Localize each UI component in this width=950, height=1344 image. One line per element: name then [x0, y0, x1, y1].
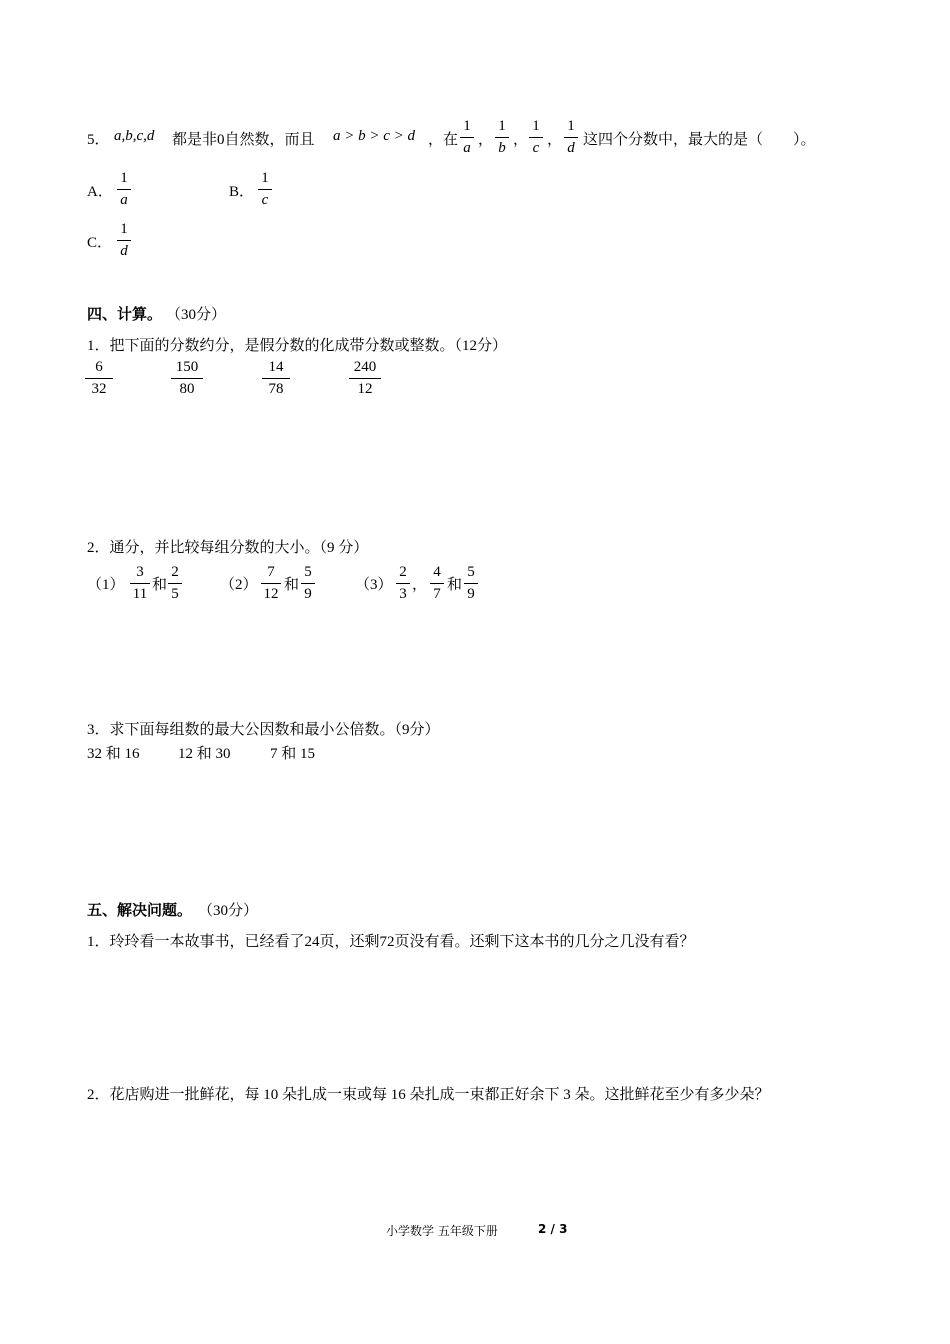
s5-q1-text: 1．玲玲看一本故事书，已经看了24页，还剩72页没有看。还剩下这本书的几分之几没有看？: [87, 934, 695, 950]
s4-q2-g2-fraction-b: [301, 565, 315, 602]
fraction-numerator: 5: [301, 565, 315, 584]
q5-text2: ，在: [428, 132, 459, 148]
fraction-denominator: 7: [433, 586, 441, 602]
footer-label: 小学数学 五年级下册: [386, 1224, 498, 1238]
fraction-denominator: a: [120, 192, 128, 208]
s4-q2-group-3-label: （3）: [355, 577, 393, 593]
fraction-numerator: 1: [495, 119, 509, 138]
option-b-fraction: [258, 171, 272, 208]
fraction-denominator: 32: [91, 381, 107, 397]
q5-number: 5．: [87, 132, 110, 148]
s4-q2-g1-and: 和: [152, 577, 168, 593]
fraction-denominator: a: [463, 140, 471, 156]
option-c-fraction: [117, 222, 131, 259]
fraction-denominator: 5: [171, 586, 179, 602]
option-a-label: A．: [87, 184, 113, 200]
fraction-numerator: 7: [261, 565, 281, 584]
fraction-denominator: d: [567, 140, 575, 156]
q5-vars: a,b,c,d: [114, 128, 155, 144]
fraction-denominator: d: [120, 243, 128, 259]
fraction-numerator: 240: [349, 360, 381, 379]
section-5-score: （30分）: [198, 903, 259, 919]
s5-q2-text: 2．花店购进一批鲜花，每 10 朵扎成一束或每 16 朵扎成一束都正好余下 3 朵。这批鲜花至少有多少朵？: [87, 1087, 770, 1103]
s4-q3-text: 3．求下面每组数的最大公因数和最小公倍数。（9分）: [87, 722, 440, 738]
fraction-denominator: 3: [399, 586, 407, 602]
q5-text1: 都是非0自然数，而且: [172, 132, 315, 148]
fraction-numerator: 1: [117, 171, 131, 190]
q5-fraction-1-over-a: [460, 119, 474, 156]
fraction-denominator: 12: [357, 381, 373, 397]
fraction-numerator: 150: [171, 360, 203, 379]
s4-q1-fraction-2: [171, 360, 203, 397]
s4-q3-pair-1: 32 和 16: [87, 746, 140, 762]
fraction-numerator: 2: [168, 565, 182, 584]
s4-q2-g3-fraction-c: [464, 565, 478, 602]
q5-text3: 这四个分数中，最大的是（ ）。: [583, 132, 816, 148]
s4-q2-g3-and: 和: [447, 577, 463, 593]
s4-q2-g2-fraction-a: [261, 565, 281, 602]
fraction-numerator: 1: [460, 119, 474, 138]
fraction-numerator: 1: [529, 119, 543, 138]
option-c-label: C．: [87, 235, 113, 251]
fraction-denominator: 9: [304, 586, 312, 602]
fraction-numerator: 4: [430, 565, 444, 584]
s4-q2-g3-fraction-a: [396, 565, 410, 602]
fraction-numerator: 6: [85, 360, 113, 379]
fraction-numerator: 14: [262, 360, 290, 379]
q5-fraction-1-over-b: [495, 119, 509, 156]
s4-q2-text: 2．通分，并比较每组分数的大小。（9 分）: [87, 540, 369, 556]
s4-q1-fraction-3: [262, 360, 290, 397]
s4-q2-g1-fraction-a: [130, 565, 150, 602]
fraction-denominator: c: [532, 140, 540, 156]
s4-q3-pair-3: 7 和 15: [270, 746, 316, 762]
s4-q2-g3-fraction-b: [430, 565, 444, 602]
q5-separator: ，: [513, 132, 529, 148]
fraction-denominator: 78: [268, 381, 284, 397]
fraction-numerator: 5: [464, 565, 478, 584]
s4-q1-fraction-4: [349, 360, 381, 397]
fraction-numerator: 3: [130, 565, 150, 584]
q5-separator: ，: [478, 132, 494, 148]
q5-separator: ，: [547, 132, 563, 148]
section-4-score: （30分）: [166, 307, 227, 323]
s4-q1-text: 1．把下面的分数约分，是假分数的化成带分数或整数。（12分）: [87, 338, 508, 354]
fraction-numerator: 1: [117, 222, 131, 241]
section-4-title: 四、计算。: [87, 307, 163, 323]
s4-q3-pair-2: 12 和 30: [178, 746, 231, 762]
q5-fraction-1-over-c: [529, 119, 543, 156]
option-b-label: B．: [229, 184, 255, 200]
fraction-numerator: 2: [396, 565, 410, 584]
s4-q2-g2-and: 和: [284, 577, 300, 593]
s4-q1-fraction-1: [85, 360, 113, 397]
s4-q2-g1-fraction-b: [168, 565, 182, 602]
option-a-fraction: [117, 171, 131, 208]
fraction-denominator: c: [261, 192, 269, 208]
section-5-title: 五、解决问题。: [87, 903, 193, 919]
page-number: 2 / 3: [538, 1222, 568, 1236]
fraction-denominator: 9: [467, 586, 475, 602]
q5-inequality: a > b > c > d: [333, 128, 416, 144]
fraction-denominator: 12: [263, 586, 279, 602]
q5-fraction-1-over-d: [564, 119, 578, 156]
fraction-numerator: 1: [564, 119, 578, 138]
s4-q2-group-2-label: （2）: [220, 577, 258, 593]
s4-q2-g3-separator: ，: [412, 577, 428, 593]
fraction-denominator: 80: [179, 381, 195, 397]
fraction-denominator: 11: [132, 586, 148, 602]
s4-q2-group-1-label: （1）: [87, 577, 125, 593]
fraction-numerator: 1: [258, 171, 272, 190]
fraction-denominator: b: [498, 140, 506, 156]
